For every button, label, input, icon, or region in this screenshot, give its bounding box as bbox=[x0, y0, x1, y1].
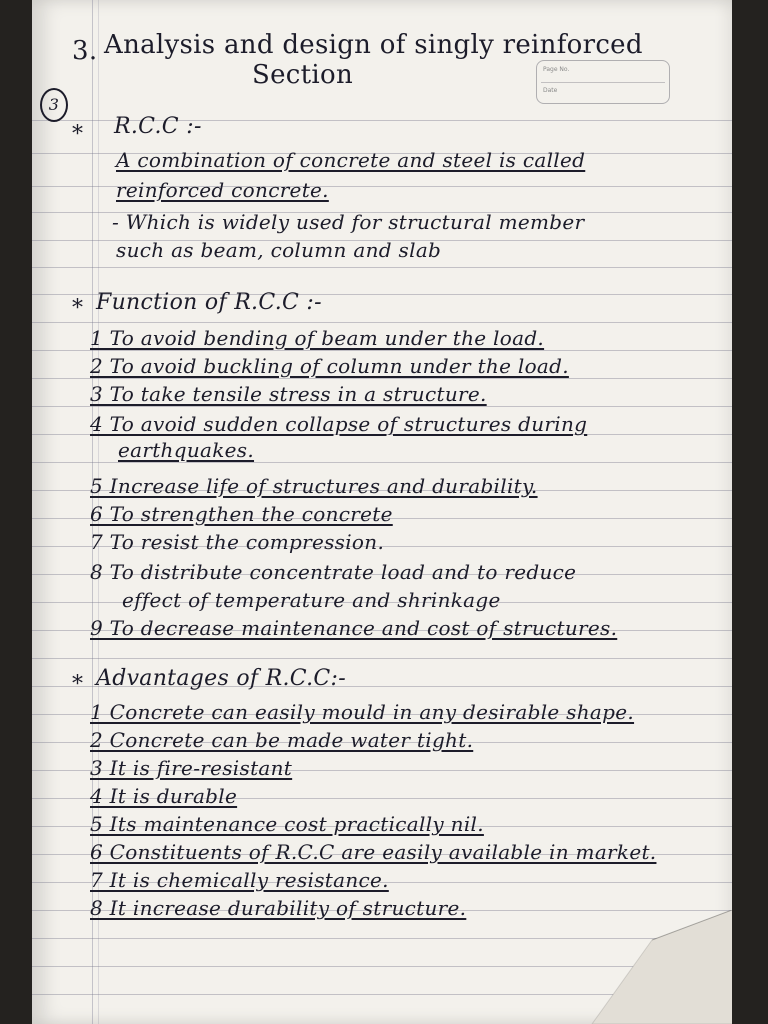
rcc-line: such as beam, column and slab bbox=[116, 238, 442, 262]
advantage-item: 1 Concrete can easily mould in any desirable shape. bbox=[90, 700, 635, 724]
advantages-heading: Advantages of R.C.C:- bbox=[96, 666, 346, 691]
page-date-box bbox=[536, 60, 670, 104]
rcc-line: A combination of concrete and steel is called bbox=[116, 148, 586, 172]
function-item: 7 To resist the compression. bbox=[90, 530, 385, 554]
heading-number: 3. bbox=[72, 36, 98, 66]
function-item: 1 To avoid bending of beam under the load. bbox=[90, 326, 545, 350]
notebook-page bbox=[32, 0, 732, 1024]
rcc-line: reinforced concrete. bbox=[116, 178, 329, 202]
function-item: 5 Increase life of structures and durability. bbox=[90, 474, 538, 498]
page-title: Analysis and design of singly reinforced bbox=[104, 30, 643, 60]
function-item: 2 To avoid buckling of column under the load. bbox=[90, 354, 569, 378]
function-item: 6 To strengthen the concrete bbox=[90, 502, 393, 526]
function-item: 9 To decrease maintenance and cost of structures. bbox=[90, 616, 618, 640]
advantage-item: 5 Its maintenance cost practically nil. bbox=[90, 812, 484, 836]
rcc-heading: R.C.C :- bbox=[114, 114, 202, 139]
function-item: 3 To take tensile stress in a structure. bbox=[90, 382, 487, 406]
advantage-item: 2 Concrete can be made water tight. bbox=[90, 728, 474, 752]
functions-marker: * bbox=[72, 296, 84, 321]
advantage-item: 6 Constituents of R.C.C are easily available in market. bbox=[90, 840, 657, 864]
page-curl bbox=[582, 910, 732, 1024]
function-item: earthquakes. bbox=[118, 438, 255, 462]
functions-heading: Function of R.C.C :- bbox=[96, 290, 322, 315]
advantage-item: 7 It is chemically resistance. bbox=[90, 868, 389, 892]
rcc-marker: * bbox=[72, 122, 84, 147]
circled-number: 3 bbox=[40, 88, 68, 122]
advantages-marker: * bbox=[72, 672, 84, 697]
function-item: 4 To avoid sudden collapse of structures during bbox=[90, 412, 588, 436]
date-label: Date bbox=[543, 87, 558, 94]
page-no-label: Page No. bbox=[543, 66, 570, 73]
rcc-line: - Which is widely used for structural member bbox=[112, 210, 585, 234]
function-item: 8 To distribute concentrate load and to reduce bbox=[90, 560, 577, 584]
advantage-item: 8 It increase durability of structure. bbox=[90, 896, 467, 920]
advantage-item: 3 It is fire-resistant bbox=[90, 756, 293, 780]
page-title-line2: Section bbox=[252, 60, 354, 90]
function-item: effect of temperature and shrinkage bbox=[122, 588, 501, 612]
advantage-item: 4 It is durable bbox=[90, 784, 238, 808]
